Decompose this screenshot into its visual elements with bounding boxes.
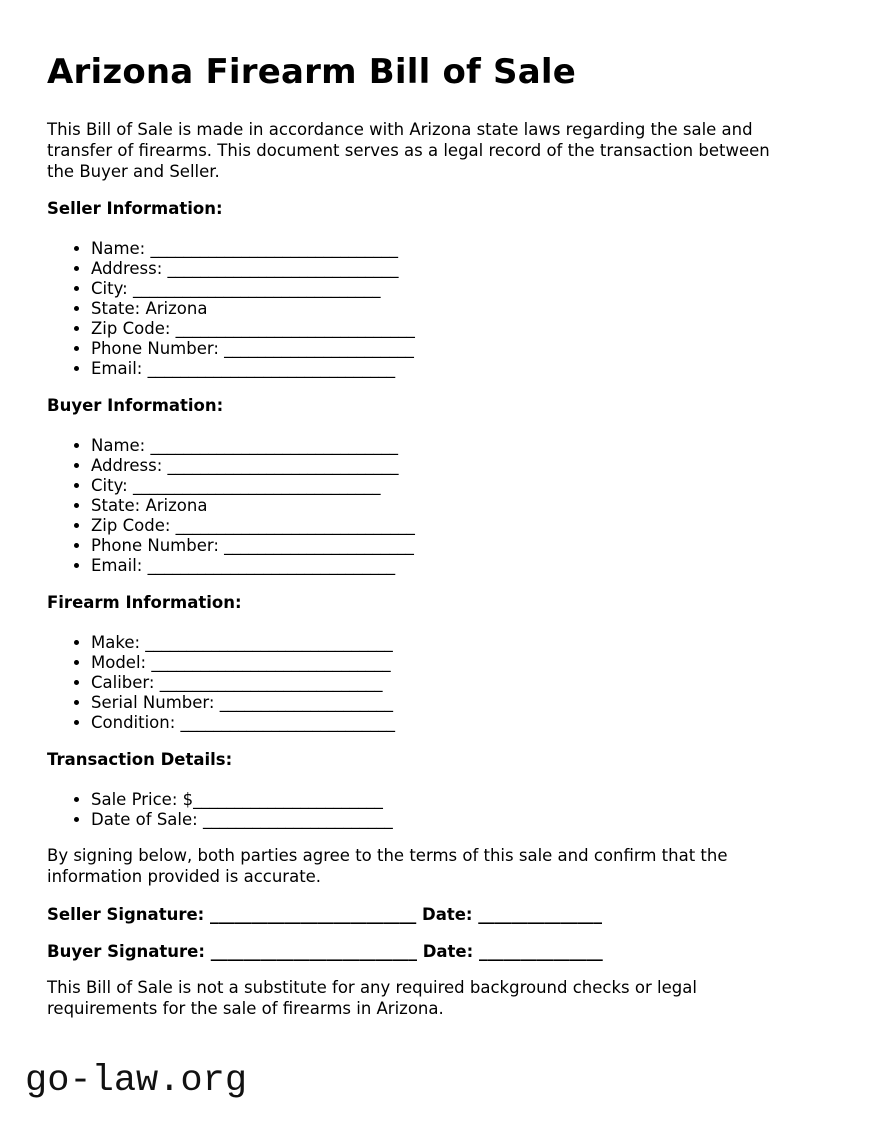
agreement-paragraph: [47, 846, 822, 888]
seller-state-field: • State: Arizona: [91, 299, 822, 319]
date-of-sale-field: • Date of Sale: _______________________: [91, 810, 822, 830]
seller-information-heading: Seller Information:: [47, 199, 223, 219]
firearm-information-list: [47, 633, 822, 733]
agreement-line: information provided is accurate.: [47, 867, 322, 887]
seller-date-line: _______________: [478, 904, 603, 924]
firearm-model-field: • Model: _____________________________: [91, 653, 822, 673]
disclaimer-line: This Bill of Sale is not a substitute for any required background checks or legal: [47, 977, 697, 997]
seller-zip-field: • Zip Code: _____________________________: [91, 319, 822, 339]
buyer-city-field: • City: ______________________________: [91, 476, 822, 496]
transaction-details-heading: Transaction Details:: [47, 750, 233, 770]
buyer-date-line: _______________: [478, 941, 603, 961]
buyer-zip-field: • Zip Code: _____________________________: [91, 516, 822, 536]
firearm-caliber-field: • Caliber: ___________________________: [91, 673, 822, 693]
document-title: Arizona Firearm Bill of Sale: [47, 52, 576, 92]
seller-signature-label: Seller Signature:: [47, 904, 205, 924]
buyer-address-field: • Address: ____________________________: [91, 456, 822, 476]
buyer-signature-row: [47, 941, 822, 962]
seller-address-field: • Address: ____________________________: [91, 259, 822, 279]
seller-date-label: Date:: [422, 904, 473, 924]
buyer-information-list: [47, 436, 822, 576]
intro-paragraph: [47, 120, 822, 182]
buyer-phone-field: • Phone Number: _______________________: [91, 536, 822, 556]
buyer-signature-line: _________________________: [210, 941, 417, 961]
sale-price-field: • Sale Price: $_______________________: [91, 790, 822, 810]
seller-information-list: [47, 239, 822, 379]
buyer-email-field: • Email: ______________________________: [91, 556, 822, 576]
intro-line: the Buyer and Seller.: [47, 161, 220, 181]
transaction-details-list: [47, 790, 822, 830]
seller-signature-row: [47, 904, 822, 925]
buyer-signature-label: Buyer Signature:: [47, 941, 205, 961]
seller-signature-line: _________________________: [210, 904, 417, 924]
disclaimer-line: requirements for the sale of firearms in Arizona.: [47, 998, 444, 1018]
firearm-make-field: • Make: ______________________________: [91, 633, 822, 653]
seller-email-field: • Email: ______________________________: [91, 359, 822, 379]
firearm-condition-field: • Condition: __________________________: [91, 713, 822, 733]
footer-brand-logo: go-law.org: [25, 1059, 248, 1102]
agreement-line: By signing below, both parties agree to the terms of this sale and confirm that the: [47, 846, 728, 866]
seller-name-field: • Name: ______________________________: [91, 239, 822, 259]
disclaimer-paragraph: [47, 978, 822, 1020]
buyer-state-field: • State: Arizona: [91, 496, 822, 516]
firearm-information-heading: Firearm Information:: [47, 593, 242, 613]
buyer-information-heading: Buyer Information:: [47, 396, 224, 416]
intro-line: This Bill of Sale is made in accordance with Arizona state laws regarding the sale and: [47, 120, 753, 139]
firearm-serial-number-field: • Serial Number: _____________________: [91, 693, 822, 713]
intro-line: transfer of firearms. This document serves as a legal record of the transaction between: [47, 140, 770, 160]
buyer-name-field: • Name: ______________________________: [91, 436, 822, 456]
seller-city-field: • City: ______________________________: [91, 279, 822, 299]
seller-phone-field: • Phone Number: _______________________: [91, 339, 822, 359]
buyer-date-label: Date:: [422, 941, 474, 961]
